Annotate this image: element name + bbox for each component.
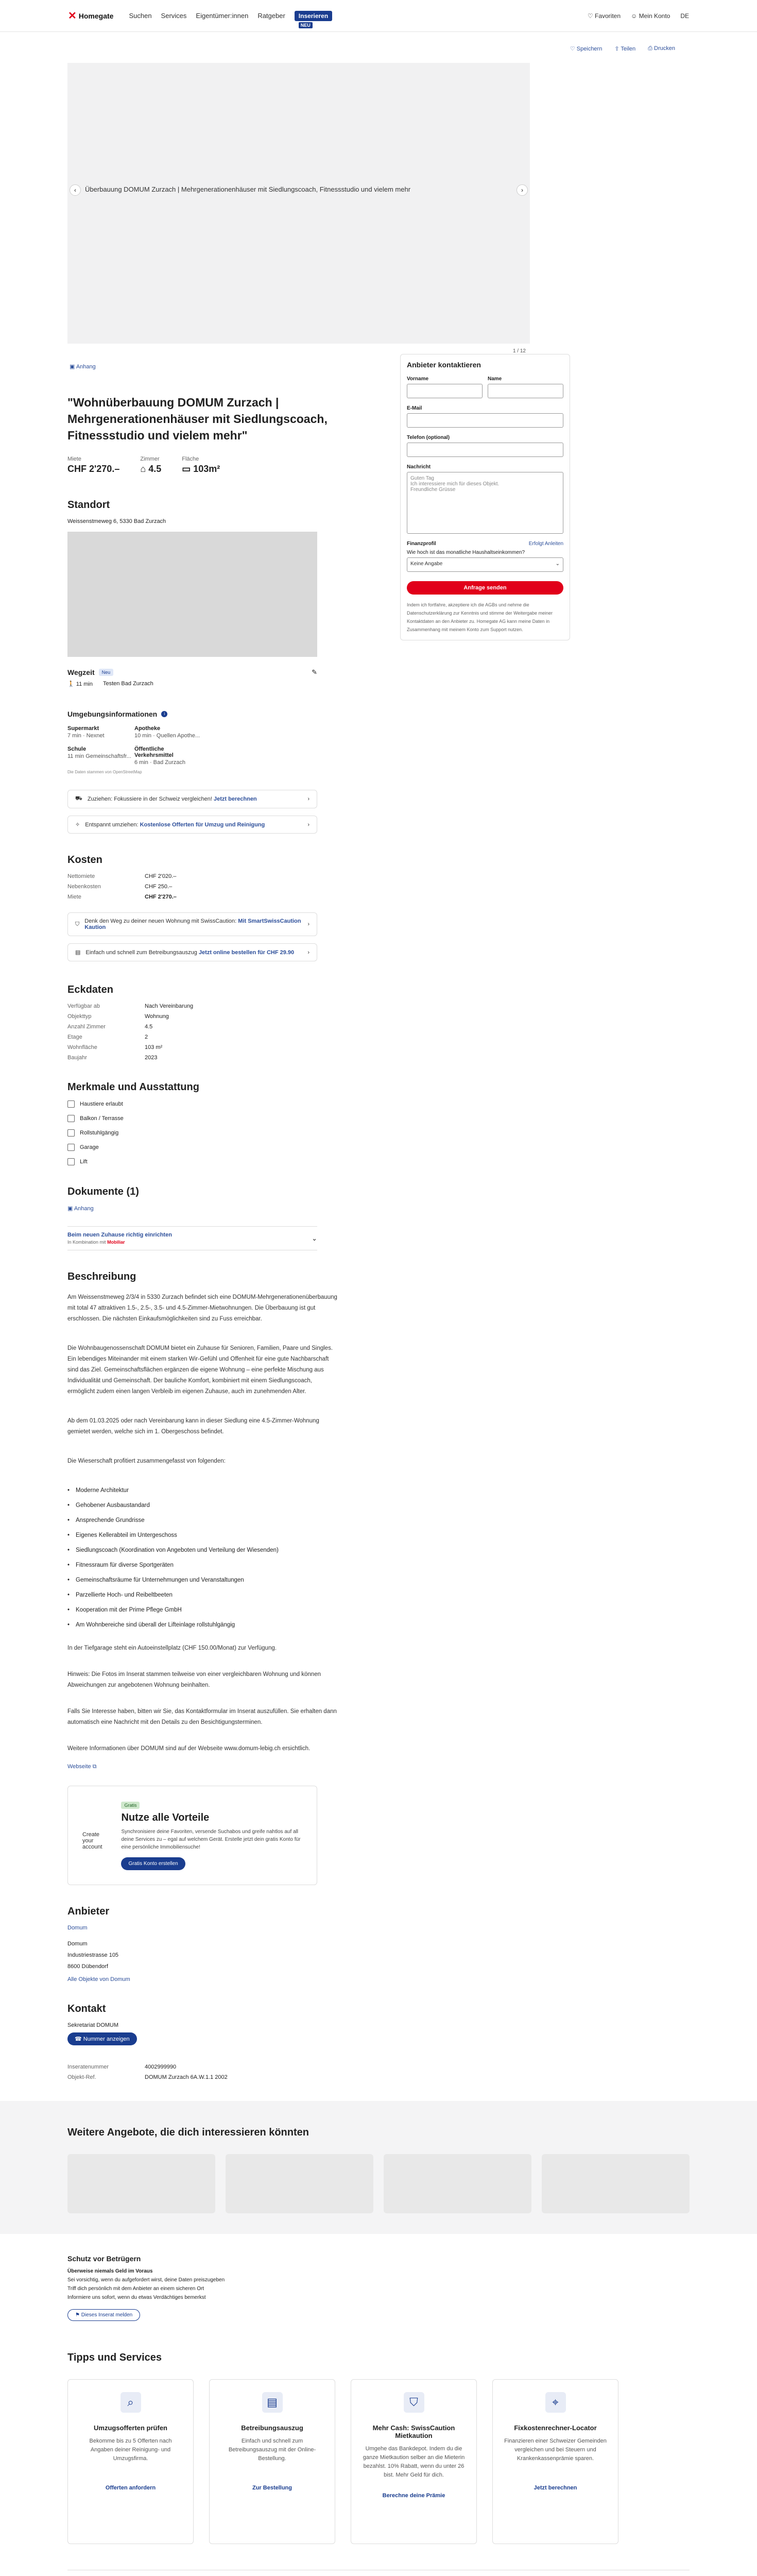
chevron-left-icon[interactable]: ‹ [70, 184, 81, 196]
travel-time-header [67, 668, 317, 676]
phone-label: Telefon (optional) [407, 435, 450, 440]
key-data-key: Verfügbar ab [67, 1003, 100, 1009]
last-name-field[interactable] [488, 384, 563, 398]
logo-brand: Homegate [78, 11, 114, 20]
tip-link[interactable]: Jetzt berechnen [534, 2485, 577, 2491]
nav-item-eigentuemer[interactable]: Eigentümer:innen [196, 12, 249, 20]
income-select[interactable] [407, 557, 563, 572]
description-paragraph: Falls Sie Interesse haben, bitten wir Sie, das Kontaktformular im Inserat auszufüllen. Sie erhalten dann automatisch eine Nachricht mit den Details zu den Besichtigungsterminen. [67, 1708, 337, 1725]
listing-actions [67, 32, 690, 63]
finance-link[interactable]: Erfolgt Anleiten [528, 541, 563, 547]
tip-card[interactable] [351, 2379, 477, 2544]
report-listing-label: Dieses Inserat melden [81, 2312, 133, 2318]
key-data-value: Wohnung [145, 1013, 169, 1020]
nav-item-ratgeber[interactable]: Ratgeber [257, 12, 285, 20]
share-button[interactable]: ⇪ Teilen [614, 46, 636, 52]
nav-active-label: Inserieren [298, 12, 329, 20]
key-data-key: Objekttyp [67, 1013, 92, 1020]
surroundings-item [134, 746, 201, 766]
free-badge: Gratis [121, 1802, 140, 1809]
send-request-button[interactable]: Anfrage senden [407, 581, 563, 595]
description-paragraph: Hinweis: Die Fotos im Inserat stammen teilweise von einer vergleichbaren Wohnung und können Abweichungen zur angebotenen Wohnung beinhalten. [67, 1671, 321, 1688]
key-data-value: 2 [145, 1034, 148, 1040]
tip-title: Mehr Cash: SwissCaution Mietkaution [372, 2424, 455, 2439]
rent-label: Miete [67, 456, 81, 462]
costs-table [67, 873, 338, 900]
tip-card[interactable] [209, 2379, 335, 2544]
account-link[interactable]: ☺ Mein Konto [631, 12, 670, 20]
name-row [407, 369, 563, 398]
cost-key: Nebenkosten [67, 884, 101, 890]
tips-list [67, 2379, 690, 2544]
reminder-title: Beim neuen Zuhause richtig einrichten [67, 1232, 172, 1238]
tip-card[interactable] [67, 2379, 194, 2544]
address-line: 8600 Dübendorf [67, 1963, 108, 1970]
poi-type: Schule [67, 746, 87, 752]
other-offers-inner [67, 2127, 690, 2213]
reminder-sub [67, 1240, 172, 1245]
feature-label: Lift [80, 1159, 88, 1165]
rooms-number: 4.5 [148, 464, 162, 474]
cost-value: CHF 2'020.– [145, 873, 177, 879]
poi-detail: 7 min · Nexnet [67, 733, 105, 739]
feature-item [67, 1144, 338, 1151]
rent-fact [67, 456, 119, 474]
reference-table [67, 2064, 338, 2080]
rooms-label: Zimmer [140, 456, 160, 462]
chevron-right-icon: › [307, 821, 309, 828]
print-button[interactable]: ⎙ Drucken [648, 45, 675, 52]
list-item: • Siedlungscoach (Koordination von Angeboten und Verteilung der Wiesenden) [67, 1545, 338, 1556]
show-number-button[interactable] [67, 2032, 338, 2045]
key-data-value: Nach Vereinbarung [145, 1003, 194, 1009]
tip-link[interactable]: Offerten anfordern [105, 2485, 156, 2491]
swisscaution-link: Mit SmartSwissCaution Kaution [84, 918, 301, 930]
tip-text: Finanzieren einer Schweizer Gemeinden vergleichen und bei Steuern und Krankenkassenprämie sparen. [504, 2438, 607, 2462]
feature-label: Garage [80, 1144, 99, 1150]
cleaning-pre: Entspannt umziehen: [85, 821, 139, 828]
feature-label: Balkon / Terrasse [80, 1115, 124, 1122]
fraud-item: Überweise niemals Geld im Voraus [67, 2268, 153, 2274]
poi-type: Supermarkt [67, 725, 99, 732]
breadcrumb [67, 2570, 690, 2576]
rent-value: CHF 2'270.– [67, 464, 120, 474]
area-number: 103m² [193, 464, 220, 474]
fraud-heading: Schutz vor Betrügern [67, 2255, 141, 2263]
offer-card[interactable] [226, 2154, 373, 2213]
surroundings-heading: Umgebungsinformationen [67, 710, 158, 718]
object-ref-label: Objekt-Ref. [67, 2074, 96, 2080]
chevron-down-icon: ⌄ [312, 1234, 317, 1242]
travel-time-heading: Wegzeit [67, 668, 95, 676]
map-icon: ⌖ [545, 2392, 566, 2413]
cost-key: Miete [67, 894, 81, 900]
betreibung-card[interactable] [67, 943, 317, 961]
feature-item [67, 1115, 338, 1122]
key-data-key: Baujahr [67, 1055, 87, 1061]
promo-title: Nutze alle Vorteile [121, 1812, 210, 1823]
listing-details [67, 394, 338, 2080]
area-fact [182, 456, 220, 474]
surroundings-grid [67, 725, 338, 766]
last-name-label: Name [488, 376, 502, 382]
list-item: • Gemeinschaftsräume für Unternehmungen und Veranstaltungen [67, 1575, 338, 1586]
broom-icon: ✧ [75, 822, 80, 828]
poi-detail: 11 min Gemeinschaftsfr... [67, 753, 131, 759]
listing-number-label: Inseratenummer [67, 2064, 109, 2070]
wheelchair-icon [67, 1129, 75, 1137]
key-data-value: 4.5 [145, 1024, 153, 1030]
feature-item [67, 1158, 338, 1165]
swisscaution-text [84, 918, 302, 930]
tip-link[interactable]: Zur Bestellung [252, 2485, 292, 2491]
chevron-right-icon: › [307, 921, 309, 927]
location-map[interactable] [67, 532, 317, 657]
description-paragraph: Am Weissenstmeweg 2/3/4 in 5330 Zurzach befindet sich eine DOMUM-Mehrgenerationenüberbauung mit total 47 attraktiven 1.5-, 2.5-, 3.5- und 4.5-Zimmer-Mietwohnungen. Die Überbauung ist gut erschlossen. Die nächsten Einkaufsmöglichkeiten sind zu Fuss erreichbar. [67, 1294, 337, 1322]
language-select[interactable]: DE [680, 12, 689, 20]
description-paragraph: Ab dem 01.03.2025 oder nach Vereinbarung kann in dieser Siedlung eine 4.5-Zimmer-Wohnung gemietet werden, welche sich im 1. Obergeschoss befindet. [67, 1418, 319, 1435]
favorites-label: Favoriten [595, 12, 621, 20]
address: Weissenstmeweg 6, 5330 Bad Zurzach [67, 518, 166, 524]
print-label: Drucken [654, 45, 675, 52]
website-label: Webseite [67, 1764, 91, 1770]
cleaning-text [85, 822, 265, 828]
paw-icon [67, 1100, 75, 1108]
header-actions [588, 12, 689, 20]
tips-heading: Tipps und Services [67, 2352, 162, 2363]
new-badge: NEU [299, 22, 313, 28]
account-promo [67, 1786, 317, 1885]
rooms-fact [140, 456, 161, 474]
listing-number: 4002999990 [145, 2064, 177, 2070]
list-item: • Eigenes Kellerabteil im Untergeschoss [67, 1530, 338, 1541]
document-label: Anhang [74, 1206, 94, 1212]
cost-value: CHF 2'270.– [145, 894, 177, 900]
elevator-icon [67, 1158, 75, 1165]
rooms-value: ⌂ 4.5 [140, 464, 162, 474]
description-paragraph: In der Tiefgarage steht ein Autoeinstellplatz (CHF 150.00/Monat) zur Verfügung. [67, 1645, 277, 1651]
key-data-table [67, 1003, 338, 1061]
share-label: Teilen [621, 46, 636, 52]
listing-title: "Wohnüberbauung DOMUM Zurzach | Mehrgenerationenhäuser mit Siedlungscoach, Fitnessstudio und vielem mehr" [67, 396, 328, 442]
surroundings-item [67, 746, 134, 766]
poi-detail: 10 min · Quellen Apothe... [134, 733, 200, 739]
object-ref: DOMUM Zurzach 6A.W.1.1 2002 [145, 2074, 228, 2080]
contact-form [400, 354, 570, 640]
key-data-value: 103 m² [145, 1044, 163, 1050]
main-nav [129, 11, 332, 28]
document-icon: ▤ [75, 950, 81, 956]
chevron-down-icon: ⌄ [555, 561, 560, 567]
key-data-value: 2023 [145, 1055, 158, 1061]
offer-card[interactable] [384, 2154, 531, 2213]
surroundings-item [67, 725, 134, 739]
betreibung-text [85, 950, 294, 956]
tip-title: Fixkostenrechner-Locator [514, 2424, 597, 2432]
offer-card[interactable] [542, 2154, 690, 2213]
finance-row [407, 541, 563, 547]
costs-heading: Kosten [67, 854, 102, 866]
poi-type: Apotheke [134, 725, 161, 732]
other-offers-heading: Weitere Angebote, die dich interessieren könnten [67, 2127, 309, 2138]
truck-icon: ⛟ [75, 795, 82, 802]
provider-link[interactable]: Domum [67, 1925, 88, 1931]
tip-text: Einfach und schnell zum Betreibungsauszug mit der Online-Bestellung. [228, 2438, 316, 2462]
address-line: Domum [67, 1941, 88, 1947]
travel-time-row[interactable] [67, 681, 338, 687]
balcony-icon [67, 1115, 75, 1122]
logo-mark-icon: ✕ [68, 10, 77, 22]
key-data-key: Anzahl Zimmer [67, 1024, 106, 1030]
mobiliar-brand: Mobiliar [107, 1240, 125, 1245]
tip-title: Betreibungsauszug [241, 2424, 303, 2432]
nav-item-suchen[interactable]: Suchen [129, 12, 152, 20]
description [67, 1271, 338, 1770]
last-name-group [488, 369, 563, 398]
tip-text: Bekomme bis zu 5 Offerten nach Angaben deiner Reinigung- und Umzugsfirma. [89, 2438, 172, 2462]
document-link[interactable]: ▣ Anhang [67, 1206, 94, 1212]
other-offers-section [0, 2101, 757, 2234]
list-item: • Moderne Architektur [67, 1485, 338, 1496]
offer-card[interactable] [67, 2154, 215, 2213]
swisscaution-card[interactable] [67, 912, 317, 936]
tip-title: Umzugsofferten prüfen [94, 2424, 167, 2432]
fraud-item: Sei vorsichtig, wenn du aufgefordert wirst, deine Daten preiszugeben [67, 2277, 225, 2283]
contact-form-heading: Anbieter kontaktieren [407, 361, 481, 369]
gallery-caption: Überbauung DOMUM Zurzach | Mehrgenerationenhäuser mit Siedlungscoach, Fitnessstudio und vielem mehr [85, 185, 411, 193]
shield-icon: ⛉ [404, 2392, 424, 2413]
zuegeln-text [88, 796, 257, 802]
betreibung-link: Jetzt online bestellen für CHF 29.90 [198, 949, 295, 956]
chevron-right-icon: › [307, 796, 309, 802]
terms-text: Indem ich fortfahre, akzeptiere ich die AGBs und nehme die Datenschutzerklärung zur Kenntnis und stimme der Weitergabe meiner Kontaktdaten an den Anbieter zu. Homegate AG kann meine Daten in Zusammenhang mit meinem Konto zum Support nutzen. [407, 602, 553, 632]
key-facts [67, 456, 338, 474]
bottom-content [67, 2255, 690, 2576]
documents-heading: Dokumente (1) [67, 1186, 139, 1197]
attachment-label: Anhang [76, 364, 96, 370]
shield-icon: ⛉ [75, 921, 80, 927]
fraud-item: Informiere uns sofort, wenn du etwas Verdächtiges bemerkst [67, 2295, 206, 2300]
info-icon[interactable]: i [161, 711, 167, 717]
first-name-group [407, 369, 483, 398]
cost-value: CHF 250.– [145, 884, 173, 890]
website-link[interactable]: Webseite ⧉ [67, 1764, 97, 1770]
promo-left-text: Create your account [82, 1832, 102, 1850]
surroundings-item [134, 725, 201, 739]
gallery-counter: 1 / 12 [512, 348, 526, 354]
area-label: Fläche [182, 456, 199, 462]
document-icon: ▤ [262, 2392, 283, 2413]
list-item: • Parzellierte Hoch- und Reibeltbeeten [67, 1590, 338, 1601]
features-heading: Merkmale und Ausstattung [67, 1081, 199, 1093]
feature-label: Rollstuhlgängig [80, 1130, 119, 1136]
fraud-protection [67, 2255, 690, 2321]
swisscaution-pre: Denk den Weg zu deiner neuen Wohnung mit SwissCaution: [84, 918, 237, 924]
phone-field[interactable] [407, 443, 563, 457]
tip-card[interactable] [492, 2379, 618, 2544]
cleaning-card[interactable] [67, 816, 317, 834]
other-offers-list [67, 2154, 690, 2213]
insurance-reminder-text [67, 1232, 172, 1245]
list-item: • Kooperation mit der Prime Pflege GmbH [67, 1605, 338, 1616]
fraud-list [67, 2267, 690, 2302]
search-icon: ⌕ [121, 2392, 141, 2413]
zuegeln-link: Jetzt berechnen [214, 796, 257, 802]
first-name-label: Vorname [407, 376, 429, 382]
description-heading: Beschreibung [67, 1271, 136, 1282]
income-select-value: Keine Angabe [410, 561, 443, 567]
image-gallery[interactable] [67, 63, 530, 354]
save-label: Speichern [576, 46, 603, 52]
homegate-logo[interactable] [68, 9, 113, 22]
contact-person: Sekretariat DOMUM [67, 2022, 119, 2028]
first-name-field[interactable] [407, 384, 483, 398]
list-item: • Am Wohnbereiche sind überall der Lifteinlage rollstuhlgängig [67, 1620, 338, 1631]
email-label: E-Mail [407, 405, 422, 411]
zuegeln-pre: Zuziehen: Fokussiere in der Schweiz vergleichen! [87, 796, 212, 802]
poi-type: Öffentliche Verkehrsmittel [134, 746, 174, 758]
promo-body [121, 1801, 302, 1870]
cost-key: Nettomiete [67, 873, 95, 879]
key-data-key: Wohnfläche [67, 1044, 97, 1050]
list-item: • Ansprechende Grundrisse [67, 1515, 338, 1526]
promo-text: Synchronisiere deine Favoriten, versende Suchabos und greife nahtlos auf all deine Services zu – egal auf welchem Gerät. Erstelle jetzt dein gratis Konto für eine persönliche Immobiliensuche! [121, 1829, 301, 1850]
advantages-list [67, 1485, 338, 1631]
report-listing-button[interactable]: ⚑ Dieses Inserat melden [67, 2309, 140, 2321]
travel-mode: 🚶 11 min [67, 681, 93, 687]
message-label: Nachricht [407, 464, 431, 470]
favorites-link[interactable]: ♡ Favoriten [587, 12, 621, 20]
attachment-link[interactable]: ▣ Anhang [70, 364, 96, 370]
provider-heading: Anbieter [67, 1906, 110, 1917]
address-line: Industriestrasse 105 [67, 1952, 119, 1958]
finance-label: Finanzprofil [407, 541, 436, 547]
show-number-text: Nummer anzeigen [83, 2036, 130, 2042]
all-objects-link[interactable]: Alle Objekte von Domum [67, 1976, 130, 1982]
feature-label: Haustiere erlaubt [80, 1101, 123, 1107]
main-content [67, 32, 690, 2080]
income-question: Wie hoch ist das monatliche Haushaltseinkommen? [407, 550, 525, 555]
show-number-label: ☎ Nummer anzeigen [67, 2032, 137, 2045]
tip-link[interactable]: Berechne deine Prämie [382, 2493, 445, 2499]
poi-detail: 6 min · Bad Zurzach [134, 759, 186, 766]
create-account-button[interactable]: Gratis Konto erstellen [121, 1857, 185, 1870]
contact-heading: Kontakt [67, 2003, 106, 2014]
insurance-reminder[interactable] [67, 1226, 317, 1250]
chevron-right-icon[interactable]: › [517, 184, 528, 196]
data-source-note: Die Daten stammen von OpenStreetMap [67, 770, 142, 774]
account-label: Mein Konto [639, 12, 670, 20]
nav-item-inserieren[interactable] [295, 11, 332, 28]
nav-item-services[interactable]: Services [161, 12, 187, 20]
reminder-sub-label: In Kombination mit [67, 1240, 106, 1245]
new-badge: Neu [99, 669, 114, 676]
provider-address [67, 1938, 338, 1972]
email-field[interactable] [407, 413, 563, 428]
standort-heading: Standort [67, 499, 110, 511]
key-data-key: Etage [67, 1034, 82, 1040]
description-paragraph: Die Wieserschaft profitiert zusammengefasst von folgenden: [67, 1458, 226, 1464]
tip-text: Umgehe das Bankdepot. Indem du die ganze Mietkaution selber an die Mieterin bezahlst. 10% Rabatt, wenn du unter 26 bist. Mehr Geld für dich. [363, 2446, 465, 2478]
garage-icon [67, 1144, 75, 1151]
list-item: • Fitnessraum für diverse Sportgeräten [67, 1560, 338, 1571]
key-data-heading: Eckdaten [67, 984, 113, 995]
feature-item [67, 1129, 338, 1137]
edit-icon[interactable]: ✎ [312, 668, 317, 676]
description-paragraph: Die Wohnbaugenossenschaft DOMUM bietet ein Zuhause für Senioren, Familien, Paare und Singles. Ein lebendiges Miteinander mit einem starken Wir-Gefühl und Offenheit für eine gute Nachbarschaft sind das Ziel. Gemeinschaftsflächen ergänzen die eigene Wohnung – eine perfekte Mischung aus Individualität und Gemeinschaft. Der bauliche Komfort, kombiniert mit einem Siedlungscoach, ermöglicht zudem einen langen Verbleib im eigenen Zuhause, auch im zunehmenden Alter. [67, 1345, 333, 1395]
area-value: ▭ 103m² [182, 464, 220, 474]
zuegeln-card[interactable] [67, 790, 317, 808]
top-navigation [0, 0, 757, 32]
betreibung-pre: Einfach und schnell zum Betreibungsauszug [85, 949, 197, 956]
surroundings-header [67, 710, 338, 718]
save-button[interactable]: ♡ Speichern [570, 46, 603, 52]
chevron-right-icon: › [307, 949, 309, 956]
message-field[interactable]: Guten Tag Ich interessiere mich für dieses Objekt. Freundliche Grüsse [407, 472, 563, 534]
cleaning-link: Kostenlose Offerten für Umzug und Reinigung [140, 821, 265, 828]
travel-duration: 11 min [76, 681, 93, 687]
description-paragraph: Weitere Informationen über DOMUM sind auf der Webseite www.domum-lebig.ch ersichtlich. [67, 1745, 311, 1752]
fraud-item: Triff dich persönlich mit dem Anbieter an einem sicheren Ort [67, 2286, 204, 2292]
feature-item [67, 1100, 338, 1108]
list-item: • Gehobener Ausbaustandard [67, 1500, 338, 1511]
travel-destination: Testen Bad Zurzach [102, 681, 153, 687]
